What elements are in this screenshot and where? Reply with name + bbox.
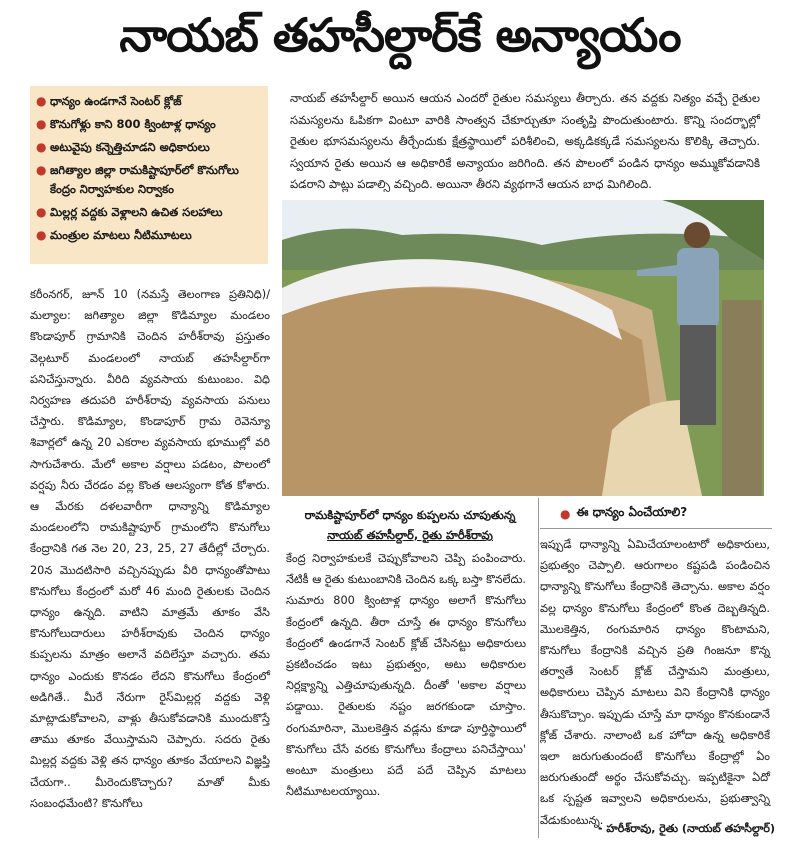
bullet-icon: ● [560,506,571,521]
highlights-box [30,86,268,264]
farmer-grain-photo [282,200,764,496]
bullet-icon: ● [36,205,47,219]
highlight-item: ● జగిత్యాల జిల్లా రామకిష్టాపూర్‌లో కొనుగోలు కేంద్రం నిర్వాహకుల నిర్వాకం [36,163,239,196]
quote-box-title: ● ఈ ధాన్యం ఏంచేయాలి? [560,505,688,521]
bullet-icon: ● [36,94,47,108]
highlight-item: ● ధాన్యం ఉండగానే సెంటర్ క్లోజ్ [36,92,262,111]
headline: నాయబ్ తహసీల్దార్‌కే అన్యాయం [119,8,681,62]
bullet-icon: ● [36,140,47,154]
caption-line-1: రామకిష్టాపూర్‌లో ధాన్యం కుప్పలను చూపుతున్న [304,508,516,522]
bullet-icon: ● [36,117,47,131]
quote-box-body: ఇప్పుడే ధాన్యాన్ని ఏమిచేయాలంటారో అధికారులు, ప్రభుత్వం చెప్పాలి. ఆరుగాలం కష్టపడి పండించిన ధాన్యాన్ని కొనుగోలు కేంద్రానికి తెచ్చాను. అకాల వర్షం వల్ల ధాన్యం కొనుగోలు కేంద్రంలో కొంత దెబ్బతిన్నది. మొలకెత్తిన, రంగుమారిన ధాన్యం కొంటామని, కొనుగోలు కేంద్రానికి వచ్చిన ప్రతి గింజనూ కొన్న తర్వాతే సెంటర్ క్లోజ్ చేస్తామని మంత్రులు, అధికారులు చెప్పిన మాటలు విని కేంద్రానికి ధాన్యం తీసుకొచ్చాం. ఇప్పుడు చూస్తే మా ధాన్యం కొనకుండానే క్లోజ్ చేశారు. నాలాంటి ఒక హోదా ఉన్న అధికారికే ఇలా జరుగుతుందంటే కొనుగోలు కేంద్రాల్లో ఏం జరుగుతుందో అర్థం చేసుకోవచ్చు. ఇప్పటికైనా ఏదో ఒక స్పష్టత ఇవ్వాలని అధికారులను, ప్రభుత్వాన్ని వేడుకుంటున్న. [540,538,770,827]
photo-illustration [282,200,764,496]
highlight-item: ● అటువైపు కన్నెత్తిచూడని అధికారులు [36,138,262,157]
highlight-item: ● కొనుగోళ్లు కాని 800 క్వింటాళ్ల ధాన్యం [36,115,262,134]
body-column-middle: కేంద్ర నిర్వాహకులకే చెప్పుకోవాలని చెప్పి పంపించారు. నేటికీ ఆ రైతు కుటుంబానికి చెందిన ఒక్క బస్తా కొనలేదు. సుమారు 800 క్వింటాళ్ల ధాన్యం అలాగే కొనుగోలు కేంద్రంలో ఉన్నది. తీరా చూస్తే ఈ ధాన్యం కొనుగోలు కేంద్రంలో ఉండగానే సెంటర్ క్లోజ్ చేసినట్టు అధికారులు ప్రకటించడం ఇటు ప్రభుత్వం, అటు అధికారుల నిర్లక్ష్యాన్ని ఎత్తిచూపుతున్నది. దీంతో 'అకాల వర్షాలు పడ్డాయి. రైతులకు నష్టం జరగకుండా చూస్తాం. రంగుమారినా, మొలకెత్తిన వడ్లను కూడా పూర్తిస్థాయిలో కొనుగోలు చేసే వరకు కొనుగోలు కేంద్రాలు పనిచేస్తాయి' అంటూ మంత్రులు పదే పదే చెప్పిన మాటలు నీటిమూటలయ్యాయి. [286,552,526,799]
highlight-item: ● మిల్లర్ల వద్దకు వెళ్లాలని ఉచిత సలహాలు [36,203,262,222]
body-column-left: కరీంనగర్, జూన్ 10 (నమస్తే తెలంగాణ ప్రతినిధి)/మల్యాల: జగిత్యాల జిల్లా కొడిమ్యాల మండలం కొండాపూర్ గ్రామానికి చెందిన హరీశ్‌రావు ప్రస్తుతం వెల్గటూర్ మండలంలో నాయబ్ తహసీల్దార్‌గా పనిచేస్తున్నారు. వీరిది వ్యవసాయ కుటుంబం. విధి నిర్వహణ తదుపరి హరీశ్‌రావు వ్యవసాయ పనులు చేస్తారు. కొడిమ్యాల, కొండాపూర్ గ్రామ రెవెన్యూ శివార్లలో ఉన్న 20 ఎకరాల వ్యవసాయ భూముల్లో వరి సాగుచేశారు. మేలో అకాల వర్షాలు పడటం, పొలంలో వర్షపు నీరు చేరడం వల్ల కొంత ఆలస్యంగా కోత కోశారు. ఆ మేరకు దళలవారీగా ధాన్యాన్ని కొడిమ్యాల మండలంలోని రామకిష్టాపూర్ గ్రామంలోని కొనుగోలు కేంద్రానికి గత నెల 20, 23, 25, 27 తేదీల్లో చేర్చారు. 20న మొదటిసారి వచ్చినప్పుడు వీరి ధాన్యంతోపాటు కొనుగోలు కేంద్రంలో మరో 46 మంది రైతులకు చెందిన ధాన్యం ఉన్నది. వాటిని మాత్రమే తూకం వేసి కొనుగోలుదారులు హరీశ్‌రావుకు చెందిన ధాన్యం కుప్పలను మాత్రం అలానే వదిలేస్తూ వచ్చారు. తమ ధాన్యం ఎందుకు కొనడం లేదని కొనుగోలు కేంద్రంలో అడిగితే.. మీరే నేరుగా రైస్‌మిల్లర్ల వద్దకు వెళ్లి మాట్లాడుకోవాలని, వాళ్లు తీసుకోవడానికి ముందుకొస్తే తాము తూకం వేయిస్తామని చెప్పారు. సదరు రైతు మిల్లర్ల వద్దకు వెళ్లి తన ధాన్యం తూకం వేయాలని విజ్ఞప్తి చేయగా.. మీరెందుకొచ్చారు? మాతో మీకు సంబంధమేంటి? కొనుగోలు [30,288,270,810]
photo-caption [290,505,530,545]
bullet-icon: ● [36,228,47,242]
highlight-item: ● మంత్రుల మాటలు నీటిమూటలు [36,226,262,245]
caption-line-2: నాయబ్ తహసీల్దార్, రైతు హరీశ్‌రావు [327,528,493,542]
column-divider [538,498,539,838]
quote-signature: - హరీశ్‌రావు, రైతు (నాయబ్ తహసీల్దార్) [597,822,775,835]
intro-paragraph: నాయబ్ తహసీల్దార్ అయిన ఆయన ఎందరో రైతుల సమస్యలు తీర్చారు. తన వద్దకు నిత్యం వచ్చే రైతుల సమస్యలను ఓపికగా వింటూ వారికి సాంత్వన చేకూర్చుతూ సంతృప్తి పొందుతుంటారు. కొన్ని సందర్భాల్లో రైతుల భూసమస్యలను తీర్చేందుకు క్షేత్రస్థాయిలో పరిశీలించి, అక్కడికక్కడే సమస్యలను కొలిక్కి తెచ్చారు. స్వయాన రైతు అయిన ఆ అధికారికే అన్యాయం జరిగింది. తన పొలంలో పండిన ధాన్యం అమ్ముకోవడానికి పడరాని పాట్లు పడాల్సి వచ్చింది. అయినా తీరని వ్యథగానే ఆయన బాధ మిగిలింది. [290,91,760,191]
bullet-icon: ● [36,163,47,177]
quote-box-rule [540,528,772,529]
